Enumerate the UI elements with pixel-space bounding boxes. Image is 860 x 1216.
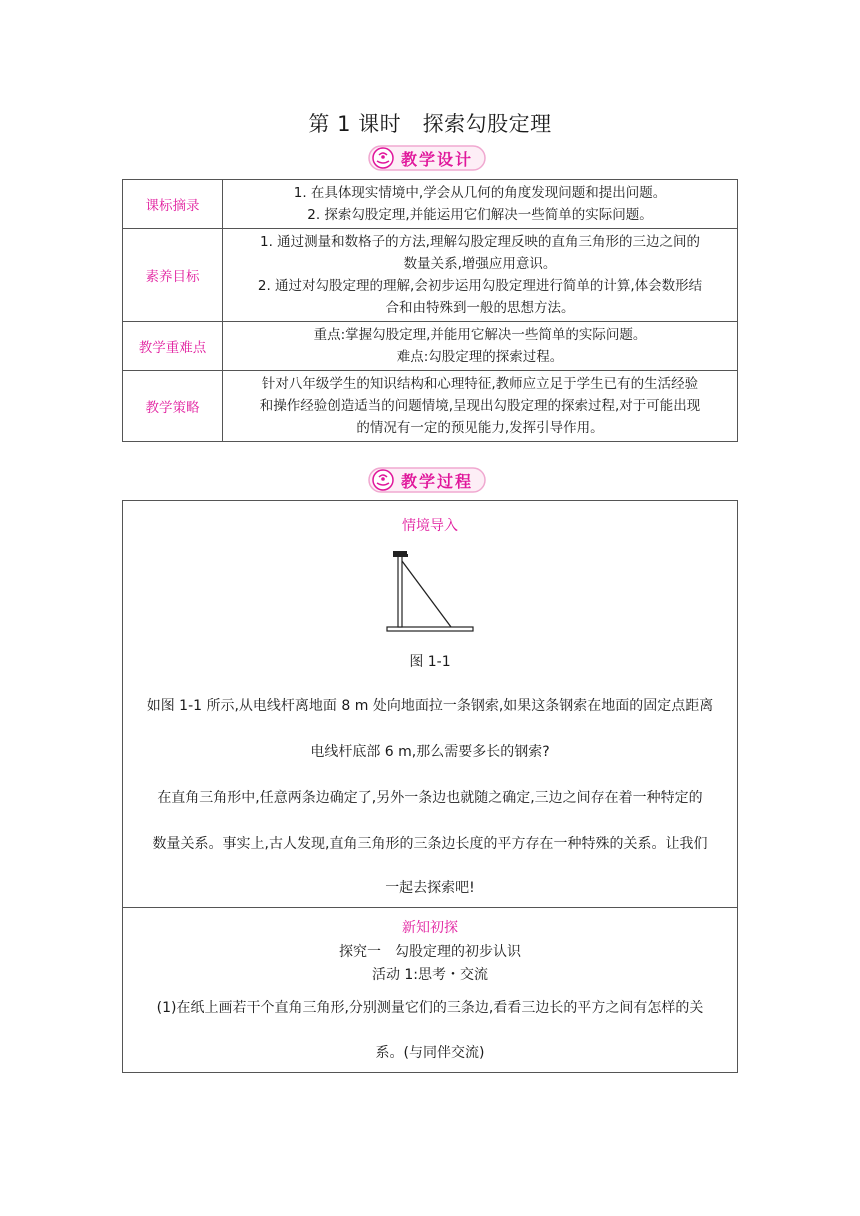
scenario-intro-section — [122, 500, 738, 908]
paragraph-line: 如图 1-1 所示,从电线杆离地面 8 m 处向地面拉一条钢索,如果这条钢索在地面的固定点距离 — [146, 698, 714, 714]
table-row — [123, 371, 738, 442]
paragraph-line: 电线杆底部 6 m,那么需要多长的钢索? — [310, 744, 550, 760]
content-line: 的情况有一定的预见能力,发挥引导作用。 — [356, 420, 604, 436]
figure-caption: 图 1-1 — [409, 654, 451, 670]
activity-title: 活动 1:思考・交流 — [371, 967, 489, 983]
table-row — [123, 229, 738, 322]
content-line: 1. 在具体现实情境中,学会从几何的角度发现问题和提出问题。 — [293, 185, 667, 201]
content-line: 1. 通过测量和数格子的方法,理解勾股定理反映的直角三角形的三边之间的 — [260, 234, 700, 250]
subheading: 探究一 勾股定理的初步认识 — [339, 944, 521, 960]
row-label: 课标摘录 — [123, 180, 223, 229]
row-content — [223, 371, 738, 442]
new-knowledge-section — [122, 907, 738, 1073]
telephone-pole-figure — [383, 549, 479, 635]
paragraph-line: 一起去探索吧! — [385, 880, 475, 896]
content-line: 2. 通过对勾股定理的理解,会初步运用勾股定理进行简单的计算,体会数形结 — [257, 278, 703, 294]
row-label: 教学重难点 — [123, 322, 223, 371]
row-label: 教学策略 — [123, 371, 223, 442]
badge-emblem-icon — [373, 148, 393, 168]
section-heading: 情境导入 — [402, 518, 458, 534]
paragraph-line: 系。(与同伴交流) — [375, 1045, 485, 1061]
paragraph-line: (1)在纸上画若干个直角三角形,分别测量它们的三条边,看看三边长的平方之间有怎样的关 — [156, 1000, 704, 1016]
table-row — [123, 180, 738, 229]
content-line: 难点:勾股定理的探索过程。 — [396, 349, 564, 365]
badge-label: 教学过程 — [401, 472, 474, 491]
section-heading: 新知初探 — [402, 920, 458, 936]
content-line: 针对八年级学生的知识结构和心理特征,教师应立足于学生已有的生活经验 — [261, 376, 699, 392]
page-title: 第 1 课时 探索勾股定理 — [308, 112, 552, 136]
badge-emblem-icon — [373, 470, 393, 490]
content-line: 数量关系,增强应用意识。 — [403, 256, 557, 272]
content-line: 重点:掌握勾股定理,并能用它解决一些简单的实际问题。 — [313, 327, 647, 343]
teaching-design-badge — [367, 144, 487, 172]
content-line: 2. 探索勾股定理,并能运用它们解决一些简单的实际问题。 — [307, 207, 653, 223]
content-line: 合和由特殊到一般的思想方法。 — [385, 300, 575, 316]
content-line: 和操作经验创造适当的问题情境,呈现出勾股定理的探索过程,对于可能出现 — [259, 398, 701, 414]
paragraph-line: 数量关系。事实上,古人发现,直角三角形的三条边长度的平方存在一种特殊的关系。让我们 — [152, 836, 708, 852]
badge-label: 教学设计 — [401, 150, 474, 169]
teaching-design-table — [122, 179, 738, 442]
row-label: 素养目标 — [123, 229, 223, 322]
teaching-process-badge — [367, 466, 487, 494]
row-content — [223, 180, 738, 229]
row-content — [223, 322, 738, 371]
paragraph-line: 在直角三角形中,任意两条边确定了,另外一条边也就随之确定,三边之间存在着一种特定的 — [157, 790, 703, 806]
table-row — [123, 322, 738, 371]
row-content — [223, 229, 738, 322]
